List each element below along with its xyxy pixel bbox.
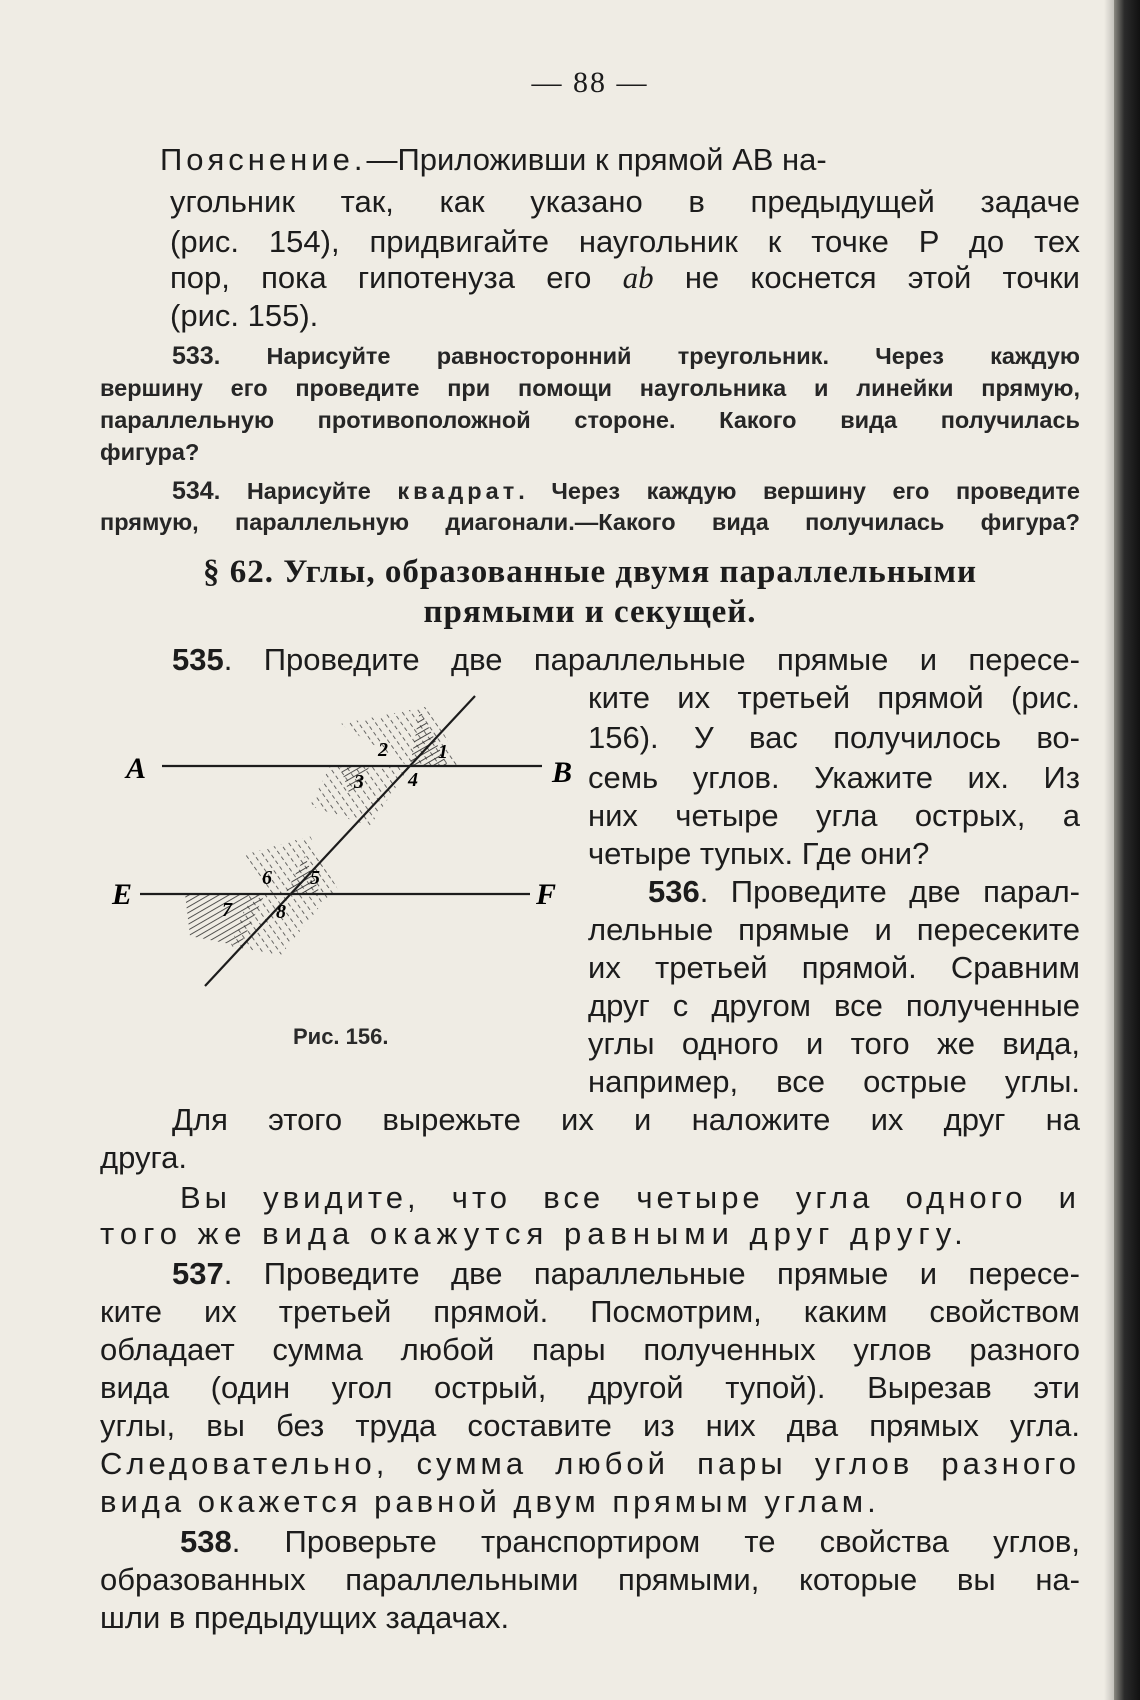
task-537-line-7: вида окажется равной двум прямым углам. bbox=[100, 1484, 880, 1519]
task-536-line-4: друг с другом все полученные bbox=[588, 988, 1080, 1023]
task-536-line-5: углы одного и того же вида, bbox=[588, 1026, 1080, 1061]
task-536-line-6: например, все острые углы. bbox=[588, 1064, 1080, 1099]
page-number: — 88 — bbox=[531, 66, 649, 99]
section-heading bbox=[100, 552, 1080, 632]
task-533-line-3: параллельную противоположной стороне. Какого вида получилась bbox=[100, 407, 1080, 433]
segment-ab: ab bbox=[622, 260, 654, 295]
transversal-line bbox=[205, 696, 475, 986]
task-537-number: 537 bbox=[172, 1256, 224, 1291]
task-537-line-3: обладает сумма любой пары полученных углов разного bbox=[100, 1332, 1080, 1367]
emphasized-word: квадрат bbox=[397, 478, 519, 504]
task-536-line-8: друга. bbox=[100, 1140, 187, 1175]
task-536-number: 536 bbox=[648, 874, 700, 909]
lower-hatching bbox=[185, 836, 340, 956]
explanation-lead: Пояснение. bbox=[160, 142, 367, 177]
task-536-line-9: Вы увидите, что все четыре угла одного и bbox=[180, 1180, 1080, 1215]
angle-6: 6 bbox=[262, 867, 272, 889]
task-533-line-2: вершину его проведите при помощи наугольника и линейки прямую, bbox=[100, 375, 1080, 401]
label-e: E bbox=[112, 878, 133, 911]
section-heading-line-2: прямыми и секущей. bbox=[423, 594, 757, 630]
label-a: A bbox=[126, 752, 147, 785]
task-537-line-4: вида (один угол острый, другой тупой). Вырезав эти bbox=[100, 1370, 1080, 1405]
angle-8: 8 bbox=[276, 901, 286, 923]
book-spine-edge bbox=[1114, 0, 1140, 1700]
page-shadow bbox=[1104, 0, 1114, 1700]
task-535-line-1: 535. Проведите две параллельные прямые и пересе- bbox=[172, 642, 1080, 677]
angle-7: 7 bbox=[222, 899, 232, 921]
task-538-line-1: 538. Проверьте транспортиром те свойства углов, bbox=[180, 1524, 1080, 1559]
section-heading-line-1: § 62. Углы, образованные двумя параллельными bbox=[202, 554, 978, 590]
task-535-line-3: 156). У вас получилось во- bbox=[588, 720, 1080, 755]
task-535-line-6: четыре тупых. Где они? bbox=[588, 836, 930, 871]
task-536-line-2: лельные прямые и пересеките bbox=[588, 912, 1080, 947]
task-534-line-1: 534. Нарисуйте квадрат. Через каждую вершину его проведите bbox=[172, 477, 1081, 505]
task-537-line-6: Следовательно, сумма любой пары углов разного bbox=[100, 1446, 1080, 1481]
task-536-line-7: Для этого вырежьте их и наложите их друг на bbox=[172, 1102, 1080, 1137]
task-538-line-3: шли в предыдущих задачах. bbox=[100, 1600, 510, 1635]
task-535-number: 535 bbox=[172, 642, 224, 677]
task-534-line-2: прямую, параллельную диагонали.—Какого вида получилась фигура? bbox=[100, 509, 1080, 535]
explanation-line-3: (рис. 154), придвигайте наугольник к точке P до тех bbox=[170, 224, 1080, 259]
explanation-line-4: пор, пока гипотенуза его ab не коснется этой точки bbox=[170, 260, 1080, 295]
task-537-line-1: 537. Проведите две параллельные прямые и пересе- bbox=[172, 1256, 1080, 1291]
explanation-line-5: (рис. 155). bbox=[170, 298, 319, 333]
task-535-line-2: ките их третьей прямой (рис. bbox=[588, 680, 1080, 715]
angle-4: 4 bbox=[408, 769, 418, 791]
explanation-line-1: Пояснение.—Приложивши к прямой AB на- bbox=[160, 142, 827, 177]
task-535-line-4: семь углов. Укажите их. Из bbox=[588, 760, 1080, 795]
task-535-line-5: них четыре угла острых, а bbox=[588, 798, 1080, 833]
task-533-line-1: 533. Нарисуйте равносторонний треугольник. Через каждую bbox=[172, 342, 1080, 370]
task-534-number: 534 bbox=[172, 477, 214, 505]
angle-1: 1 bbox=[438, 741, 448, 763]
task-533-number: 533 bbox=[172, 342, 214, 370]
task-536-line-1: 536. Проведите две парал- bbox=[648, 874, 1080, 909]
label-f: F bbox=[536, 878, 557, 911]
label-b: B bbox=[552, 756, 573, 789]
figure-156 bbox=[110, 686, 590, 1006]
angle-3: 3 bbox=[354, 771, 364, 793]
angle-2: 2 bbox=[378, 739, 388, 761]
angle-5: 5 bbox=[310, 867, 320, 889]
task-536-line-10: того же вида окажутся равными друг другу. bbox=[100, 1216, 969, 1251]
task-537-line-2: ките их третьей прямой. Посмотрим, каким свойством bbox=[100, 1294, 1080, 1329]
figure-caption: Рис. 156. bbox=[293, 1024, 389, 1049]
explanation-line-2: угольник так, как указано в предыдущей задаче bbox=[170, 184, 1080, 219]
task-538-line-2: образованных параллельными прямыми, которые вы на- bbox=[100, 1562, 1080, 1597]
task-536-line-3: их третьей прямой. Сравним bbox=[588, 950, 1080, 985]
task-537-line-5: углы, вы без труда составите из них два прямых угла. bbox=[100, 1408, 1080, 1443]
task-538-number: 538 bbox=[180, 1524, 232, 1559]
task-533-line-4: фигура? bbox=[100, 439, 200, 465]
